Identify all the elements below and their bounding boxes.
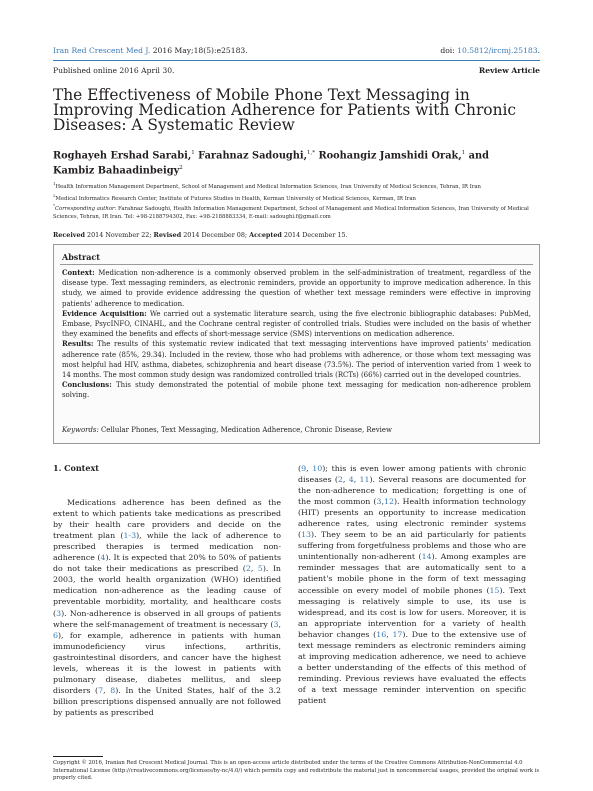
text-span: , — [278, 619, 281, 629]
affil-1-sup: 1 — [53, 181, 56, 186]
text-span: , — [103, 685, 111, 695]
author-2: Farahnaz Sadoughi, — [194, 150, 308, 162]
citation-link[interactable]: 17 — [392, 629, 403, 639]
header-rule — [53, 60, 540, 61]
text-span: ). Text messaging is relatively simple to use, its use is widespread, and its cost is low for users. Moreover, it is an appropriate intervention for a variety of health behavior changes ( — [298, 585, 526, 639]
accepted-label: Accepted — [249, 231, 282, 239]
abstract-heading: Abstract — [62, 252, 100, 262]
text-span: ). Several reasons are documented for the non-adherence to medication; forgetting is one of the most common ( — [298, 475, 526, 507]
conclusions-label: Conclusions: — [62, 380, 112, 390]
citation-link[interactable]: 13 — [301, 530, 312, 540]
accepted-date: 2014 December 15. — [281, 231, 348, 239]
text-span: ). Among examples are reminder messages that are automatically sent to a patient's mobile phone in the form of text messaging accessible on every model of mobile phones ( — [298, 552, 526, 595]
abstract-conclusions — [62, 380, 531, 400]
citation: 2016 May;18(5):e25183. — [150, 46, 248, 55]
text-span: ). They seem to be an aid particularly for patients suffering from forgetfulness problems and those who are unintentionally non-adherent ( — [298, 530, 526, 562]
results-label: Results: — [62, 339, 94, 349]
subheader — [53, 66, 540, 75]
author-3: Roohangiz Jamshidi Orak, — [315, 150, 462, 162]
text-span: ( — [298, 464, 302, 473]
article-dates — [53, 231, 348, 239]
body-column-left — [53, 463, 281, 718]
citation-link[interactable]: 12 — [383, 497, 394, 507]
corr-star: * — [53, 203, 55, 208]
corresponding-author — [53, 202, 541, 221]
text-span: Medications adherence has been defined as the extent to which patients take medications as prescribed by their health care providers and decide on the treatment plan ( — [53, 498, 281, 541]
keywords-label: Keywords: — [62, 426, 99, 434]
citation-link[interactable]: 2 — [337, 475, 343, 485]
section-heading: 1. Context — [53, 463, 99, 473]
results-text: The results of this systematic review indicated that text messaging interventions have improved patients' medication adherence rate (85%, 29.34). Included in the review, those who had problems with adherence, or those whom text messaging was most helpful had HIV, asthma, diabetes, schizophrenia and heart disease (73.5%). The period of intervention varied from 1 week to 14 months. The most common study design was randomized controlled trials (RCTs) (66%) carried out in the developed countries. — [62, 340, 531, 380]
corr-text: : Farahnaz Sadoughi, Health Information Management Department, School of Management and Medical Information Sciences, Iran University of Medical Sciences, Tehran, IR Iran. Tel: +98-2188794302, Fax: +98-2188883334, E-mail: sadoughi.f@gmail.com — [53, 205, 529, 220]
affil-2-text: Medical Informatics Research Center, Institute of Futures Studies in Health, Kerman University of Medical Sciences, Kerman, IR Iran — [55, 195, 416, 202]
doi — [440, 46, 540, 55]
abstract-results — [62, 339, 531, 380]
abstract-context — [62, 268, 531, 309]
citation-link[interactable]: 7 — [98, 685, 104, 695]
abstract-rule — [60, 264, 533, 265]
author-1-sup: 1 — [191, 150, 195, 156]
evidence-text: We carried out a systematic literature search, using the five electronic bibliographic databases: PubMed, Embase, PsycINFO, CINAHL, and the Cochrane central register of controlled trials. Studies were included on the basis of whether they examined the benefits and effects of short-message service (SMS) interventions on medication adherence. — [62, 309, 531, 339]
abstract-box — [53, 244, 540, 444]
article-type: Review Article — [478, 66, 540, 75]
citation-link[interactable]: 14 — [421, 552, 432, 562]
abstract-evidence — [62, 309, 531, 340]
citation-link[interactable]: 6 — [53, 630, 58, 640]
citation-link[interactable]: 11 — [359, 475, 370, 485]
author-1: Roghayeh Ershad Sarabi, — [53, 150, 192, 162]
citation-link[interactable]: 8 — [110, 685, 116, 695]
article-title: The Effectiveness of Mobile Phone Text Messaging in Improving Medication Adherence for Patients with Chronic Diseases: A Systematic Review — [53, 86, 517, 134]
doi-link[interactable]: 10.5812/ircmj.25183 — [457, 46, 538, 55]
text-span: , — [386, 629, 393, 639]
evidence-label: Evidence Acquisition: — [62, 308, 147, 318]
text-span: ). Health information technology (HIT) presents an opportunity to increase medication adherence rates, using electronic reminder systems ( — [298, 497, 526, 540]
author-4: and Kambiz Bahaadinbeigy — [53, 150, 489, 177]
text-span: , — [381, 497, 384, 507]
context-text: Medication non-adherence is a commonly observed problem in the self-administration of treatment, regardless of the disease type. Text messaging reminders, as electronic reminders, provide an opportunity to improve medication adherence. In this study, we aimed to provide evidence addressing the question of whether text message reminders were effective in improving patients' adherence to medication. — [62, 269, 531, 308]
text-span: , — [342, 475, 349, 485]
author-4-sup: 2 — [179, 165, 183, 172]
citation-link[interactable]: 15 — [489, 585, 500, 595]
doi-label: doi: — [440, 46, 458, 55]
citation-link[interactable]: 3 — [273, 619, 279, 629]
footer-rule — [53, 756, 103, 757]
author-2-sup: 1,* — [307, 150, 316, 156]
paragraph-right — [298, 463, 526, 706]
author-list — [53, 147, 523, 178]
running-header — [53, 46, 540, 55]
text-span: ). Due to the extensive use of text message reminders as electronic reminders aiming at improving medication adherence, we need to achieve a better understanding of the effects of this method of reminding. Previous reviews have evaluated the effects of a text message reminder intervention on specific patient — [298, 629, 526, 705]
citation-link[interactable]: 3 — [376, 497, 382, 507]
citation-link[interactable]: 4 — [348, 475, 354, 485]
abstract-body — [62, 268, 531, 401]
citation-link[interactable]: 5 — [257, 564, 263, 574]
doi-suffix: . — [537, 46, 540, 55]
affiliations — [53, 180, 541, 203]
text-span: , — [250, 564, 258, 574]
corr-label: Corresponding author — [55, 205, 115, 212]
citation-link[interactable]: 1-3 — [123, 531, 137, 541]
citation-link[interactable]: 9 — [301, 464, 307, 473]
text-span: ). In the United States, half of the 3.2 billion prescriptions dispensed annually are not followed by patients as prescribed — [53, 685, 281, 717]
journal-link[interactable]: Iran Red Crescent Med J. — [53, 46, 151, 55]
text-span: ). It is expected that 20% to 50% of patients do not take their medications as prescribed ( — [53, 553, 281, 574]
text-span: ), for example, adherence in patients with human immunodeficiency virus infections, arthritis, gastrointestinal disorders, and cancer have the highest levels, whereas it is the lowest in patients with pulmonary disease, diabetes mellitus, and sleep disorders ( — [53, 630, 281, 695]
citation-link[interactable]: 4 — [100, 553, 106, 563]
revised-label: Revised — [153, 231, 182, 239]
text-span: ), while the lack of adherence to prescribed therapies is termed medication non-adherence ( — [53, 531, 281, 563]
text-span: ). In 2003, the world health organization (WHO) identified medication non-adherence as the leading cause of preventable morbidity, mortality, and healthcare costs ( — [53, 564, 281, 618]
affil-2-sup: 2 — [53, 192, 56, 198]
keywords-text: Cellular Phones, Text Messaging, Medication Adherence, Chronic Disease, Review — [98, 426, 392, 434]
affil-1-text: Health Information Management Department, School of Management and Medical Information Sciences, Iran University of Medical Sciences, Tehran, IR Iran — [55, 183, 481, 190]
citation-link[interactable]: 16 — [376, 629, 387, 639]
published-date: Published online 2016 April 30. — [53, 66, 175, 75]
text-span: ); this is even lower among patients with chronic diseases ( — [298, 464, 526, 485]
revised-date: 2014 December 08; — [181, 231, 250, 239]
author-3-sup: 1 — [461, 150, 466, 156]
body-column-right — [298, 463, 526, 706]
received-label: Received — [53, 231, 86, 239]
context-label: Context: — [62, 268, 95, 277]
copyright-footer: Copyright © 2016, Iranian Red Crescent Medical Journal. This is an open-access article distributed under the terms of the Creative Commons Attribution-NonCommercial 4.0 International License (http://creativecommons.org/licenses/by-nc/4.0/) which permits copy and redistribute the material just in noncommercial usages, provided the original work is properly cited. — [53, 760, 540, 782]
affiliation-1 — [53, 180, 541, 192]
received-date: 2014 November 22; — [85, 231, 154, 239]
text-span: , — [306, 464, 313, 473]
citation-link[interactable]: 3 — [56, 608, 62, 618]
citation-link[interactable]: 2 — [245, 564, 251, 574]
citation-link[interactable]: 10 — [312, 464, 323, 473]
text-span: ). Non-adherence is observed in all groups of patients where the self-management of treatment is necessary ( — [53, 608, 281, 629]
paragraph-left — [53, 497, 281, 718]
conclusions-text: This study demonstrated the potential of mobile phone text messaging for medication non-adherence problem solving. — [62, 381, 531, 400]
keywords — [62, 426, 531, 434]
text-span: , — [353, 475, 360, 485]
